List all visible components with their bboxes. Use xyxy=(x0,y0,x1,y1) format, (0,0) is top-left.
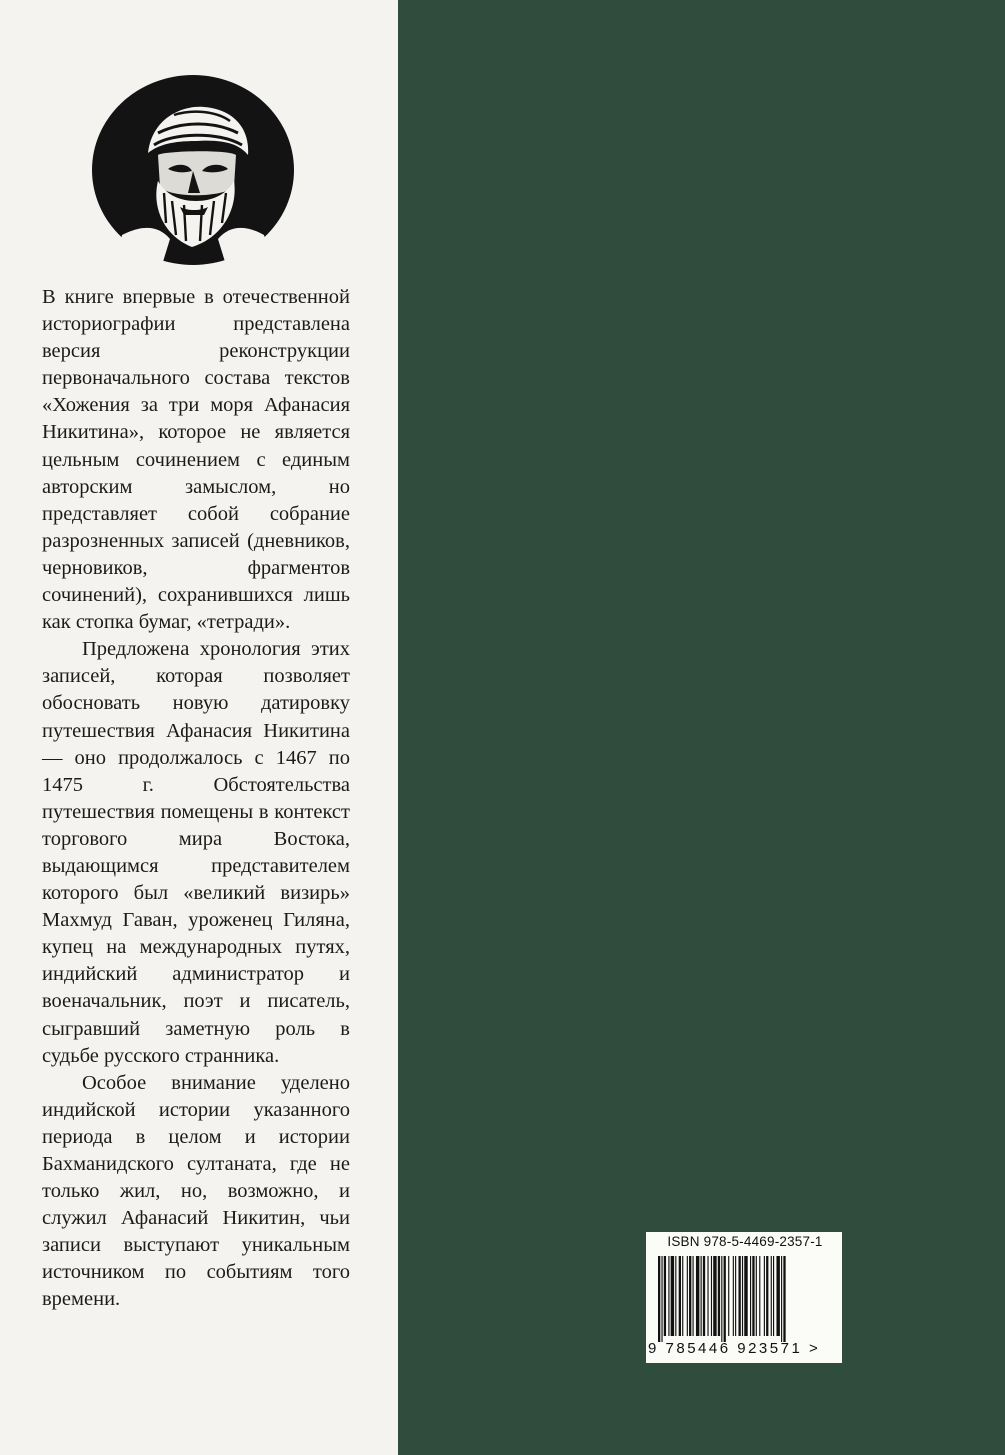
annotation-paragraph: Предложена хронология этих записей, которая позволяет обосновать новую датировку путешествия Афанасия Никитина — оно продолжалось с 1467 по 1475 г. Обстоятельства путешествия помещены в контекст торгового мира Востока, выдающимся представителем которого был «великий визирь» Махмуд Гаван, уроженец Гиляна, купец на международных путях, индийский администратор и военачальник, поэт и писатель, сыгравший заметную роль в судьбе русского странника. xyxy=(42,638,350,1067)
annotation-paragraph: В книге впервые в отечественной историографии представлена версия реконструкции первоначального состава текстов «Хожения за три моря Афанасия Никитина», которое не является цельным сочинением с единым авторским замыслом, но представляет собой собрание разрозненных записей (дневников, черновиков, фрагментов сочинений), сохранившихся лишь как стопка бумаг, «тетради». xyxy=(42,286,350,634)
barcode-icon xyxy=(658,1256,830,1342)
annotation-paragraph: Особое внимание уделено индийской истории указанного периода в целом и истории Бахманидского султаната, где не только жил, но, возможно, и служил Афанасий Никитин, чьи записи выступают уникальным источником по событиям того времени. xyxy=(42,1071,350,1311)
annotation-panel xyxy=(0,0,398,1455)
book-annotation xyxy=(42,284,350,1314)
isbn-number: ISBN 978-5-4469-2357-1 xyxy=(667,1234,823,1249)
bearded-man-in-turban-portrait-icon xyxy=(92,75,294,265)
barcode-digits: 9 785446 923571 > xyxy=(648,1340,821,1357)
isbn-barcode-label xyxy=(646,1232,842,1363)
